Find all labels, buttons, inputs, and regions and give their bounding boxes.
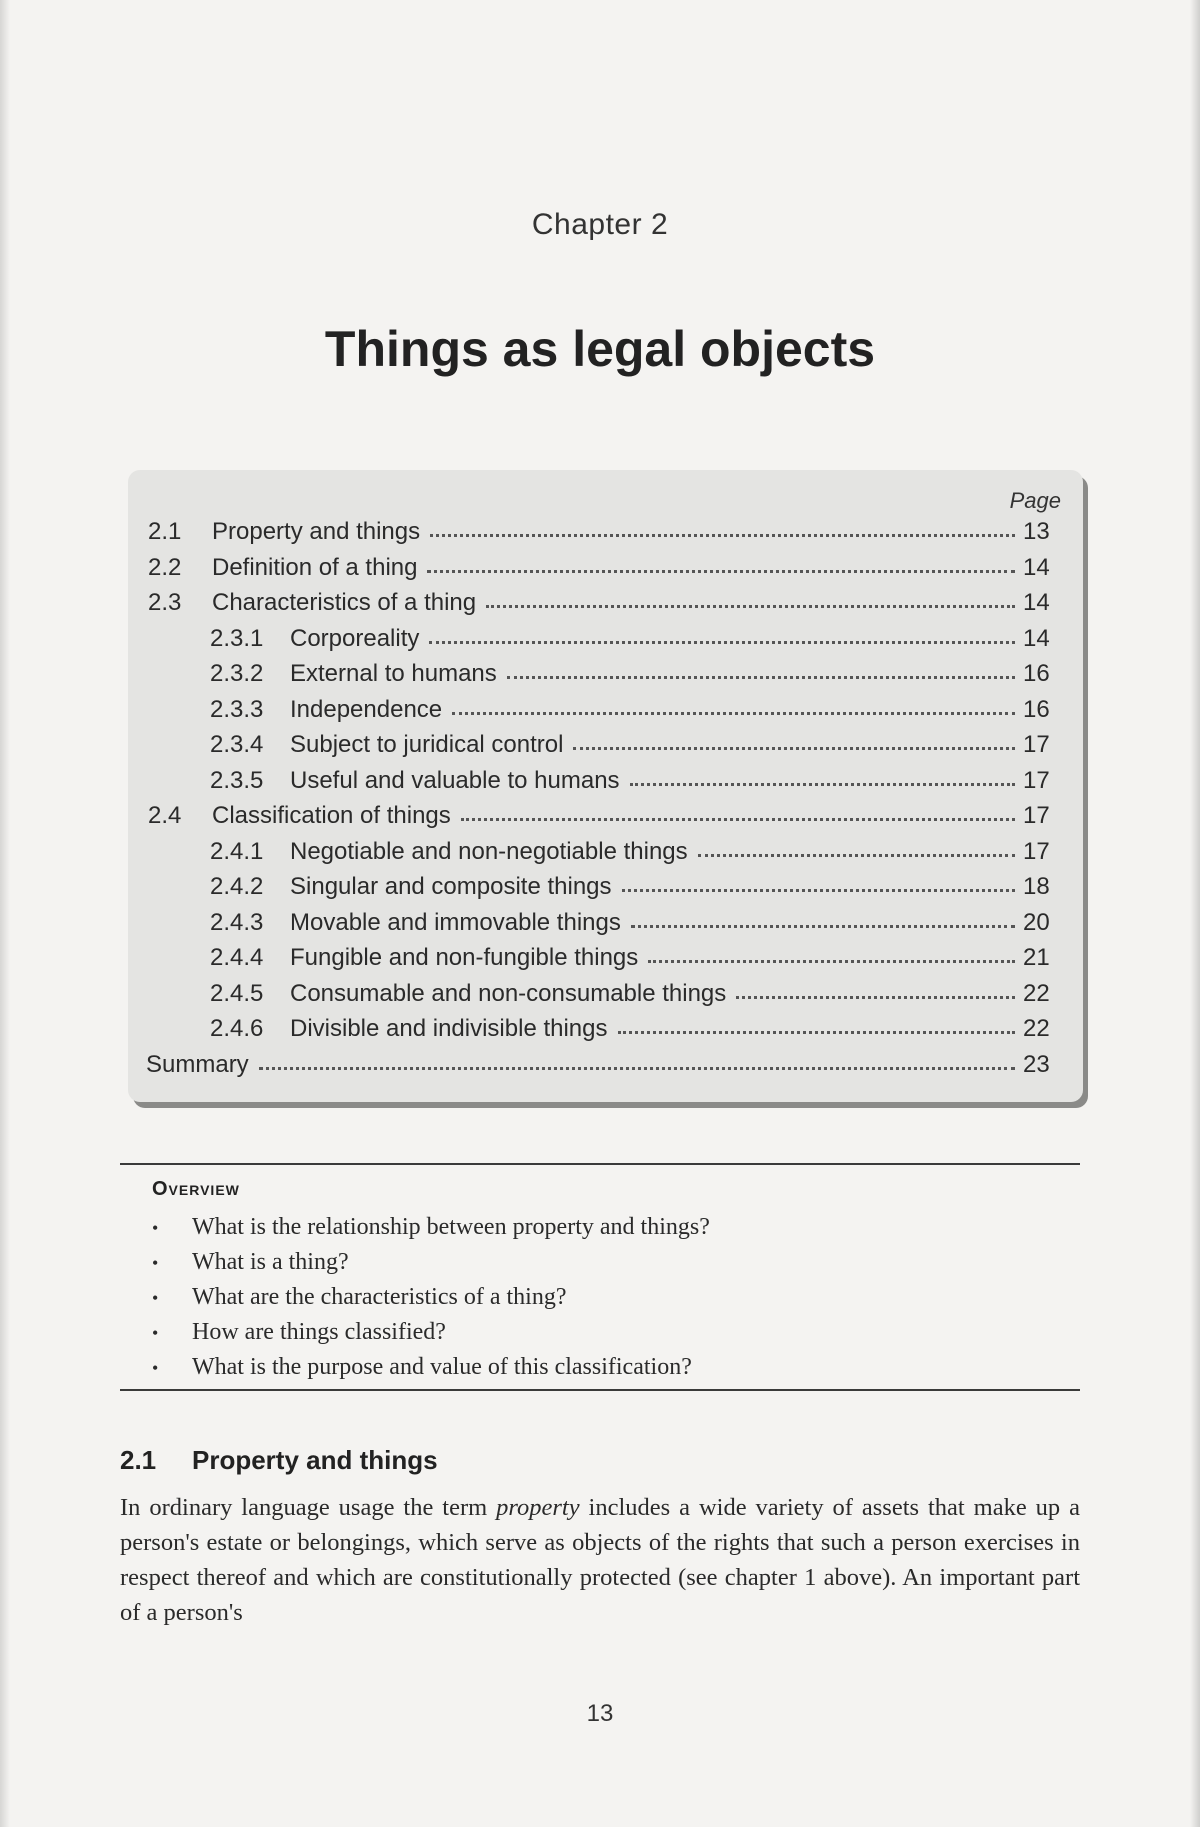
toc-entry-number: 2.3.3 (210, 695, 264, 723)
toc-entry-page: 16 (1023, 695, 1050, 723)
toc-entry (128, 514, 1083, 550)
toc-entry-number: 2.4.3 (210, 908, 264, 936)
toc-leader-dots (698, 850, 1015, 857)
toc-entry-title: Fungible and non-fungible things (290, 944, 639, 971)
toc-entry (128, 656, 1083, 692)
toc-leader-dots (631, 921, 1015, 928)
toc-entry-title: Definition of a thing (212, 553, 418, 581)
toc-page-header: Page (1009, 488, 1061, 513)
bullet-icon: • (152, 1358, 159, 1378)
section-number: 2.1 (120, 1445, 157, 1475)
toc-entry (128, 585, 1083, 621)
toc-entry (128, 550, 1083, 586)
toc-leader-dots (507, 672, 1015, 679)
toc-entry (128, 692, 1083, 728)
toc-entry-page: 13 (1023, 518, 1050, 545)
toc-entry-title: Independence (290, 695, 443, 723)
toc-leader-dots (429, 637, 1015, 644)
overview-item-text: What is a thing? (192, 1249, 349, 1275)
toc-entry-title: Corporeality (290, 624, 420, 652)
toc-leader-dots (618, 1027, 1016, 1034)
scan-shadow-left (0, 0, 10, 1827)
toc-entry-title: Summary (146, 1050, 249, 1078)
toc-entry (128, 727, 1083, 763)
overview-item (152, 1210, 710, 1245)
toc-entry-page: 22 (1023, 1015, 1050, 1042)
toc-entry (128, 976, 1083, 1012)
toc-entry-page: 23 (1023, 1050, 1050, 1078)
toc-entry-title: Classification of things (212, 802, 451, 829)
toc-entry (128, 905, 1083, 941)
bullet-icon: • (152, 1288, 159, 1308)
toc-entry-number: 2.2 (148, 553, 182, 581)
toc-entry-number: 2.4.2 (210, 873, 264, 900)
bullet-icon: • (152, 1253, 159, 1273)
toc-entry (128, 621, 1083, 657)
toc-entry (128, 1011, 1083, 1047)
toc-leader-dots (461, 814, 1015, 821)
overview-item-text: How are things classified? (192, 1319, 446, 1345)
body-text-emphasis: property (496, 1494, 580, 1521)
bullet-icon: • (152, 1323, 159, 1343)
overview-label: Overview (152, 1178, 240, 1200)
toc-leader-dots (648, 956, 1015, 963)
toc-entry (128, 798, 1083, 834)
toc-entry-page: 14 (1023, 624, 1050, 652)
toc-entry (128, 940, 1083, 976)
toc-entry-page: 16 (1023, 660, 1050, 687)
toc-entry-page: 17 (1023, 731, 1050, 758)
toc-leader-dots (259, 1063, 1015, 1070)
toc-entry-page: 14 (1023, 589, 1050, 616)
toc-entry (128, 763, 1083, 799)
toc-entry-title: Movable and immovable things (290, 908, 621, 936)
body-text-start: In ordinary language usage the term (120, 1494, 497, 1521)
chapter-label: Chapter 2 (531, 208, 669, 241)
toc-entry-title: Consumable and non-consumable things (290, 979, 727, 1007)
overview-item (152, 1245, 710, 1280)
toc-entry-title: Subject to juridical control (290, 731, 564, 758)
toc-leader-dots (736, 992, 1015, 999)
toc-entry-number: 2.4.1 (210, 837, 264, 865)
toc-entry (128, 869, 1083, 905)
body-paragraph (120, 1490, 1080, 1630)
toc-entry-number: 2.3.4 (210, 731, 264, 758)
toc-entry-page: 14 (1023, 553, 1050, 581)
toc-entry-number: 2.3.2 (210, 660, 264, 687)
overview-item (152, 1350, 710, 1385)
toc-entry-title: Useful and valuable to humans (290, 766, 620, 794)
scan-shadow-right (1190, 0, 1200, 1827)
toc-entry-number: 2.3.1 (210, 624, 264, 652)
toc-leader-dots (622, 885, 1015, 892)
overview-item-text: What is the purpose and value of this classification? (192, 1354, 692, 1380)
toc-leader-dots (573, 743, 1015, 750)
toc-entry-title: Divisible and indivisible things (290, 1015, 608, 1042)
toc-entry-page: 20 (1023, 908, 1050, 936)
toc-leader-dots (452, 708, 1015, 715)
toc-entry-page: 17 (1023, 837, 1050, 865)
toc-entry-page: 17 (1023, 766, 1050, 794)
toc-entry-title: Singular and composite things (290, 873, 612, 900)
overview-item (152, 1280, 710, 1315)
bullet-icon: • (152, 1218, 159, 1238)
toc-entry (128, 834, 1083, 870)
chapter-title: Things as legal objects (324, 321, 876, 377)
body-text-end: includes a wide variety of assets that make up a person's estate or belongings, which serve as objects of the rights that such a person exercises in respect thereof and which are constitutionally protected (see chapter 1 above). An important part of a person's (120, 1494, 1080, 1626)
page-number: 13 (586, 1700, 614, 1727)
toc-entry-number: 2.4.6 (210, 1015, 264, 1042)
overview-list (152, 1210, 710, 1385)
toc-entry-page: 17 (1023, 802, 1050, 829)
toc-entry-page: 22 (1023, 979, 1050, 1007)
toc-entry-number: 2.4 (148, 802, 182, 829)
toc-leader-dots (430, 530, 1015, 537)
toc-leader-dots (630, 779, 1015, 786)
toc-entry-page: 18 (1023, 873, 1050, 900)
toc-entry-number: 2.1 (148, 518, 182, 545)
toc-entry-title: Property and things (212, 518, 421, 545)
toc-entry-number: 2.3 (148, 589, 182, 616)
overview-bottom-rule (120, 1389, 1080, 1391)
overview-item (152, 1315, 710, 1350)
toc-entry-number: 2.4.4 (210, 944, 264, 971)
toc-entry-page: 21 (1023, 944, 1050, 971)
overview-item-text: What is the relationship between property and things? (192, 1214, 710, 1240)
overview-top-rule (120, 1163, 1080, 1165)
toc-entry-title: External to humans (290, 660, 497, 687)
toc-entry-number: 2.4.5 (210, 979, 264, 1007)
section-heading (120, 1445, 438, 1476)
toc-entry-summary (128, 1047, 1083, 1083)
toc-entry-title: Characteristics of a thing (212, 589, 477, 616)
toc-entry-number: 2.3.5 (210, 766, 264, 794)
section-title: Property and things (192, 1445, 438, 1475)
table-of-contents (128, 470, 1083, 1102)
toc-leader-dots (486, 601, 1015, 608)
toc-leader-dots (427, 566, 1015, 573)
toc-list (128, 514, 1083, 1082)
toc-entry-title: Negotiable and non-negotiable things (290, 837, 688, 865)
overview-item-text: What are the characteristics of a thing? (192, 1284, 567, 1310)
